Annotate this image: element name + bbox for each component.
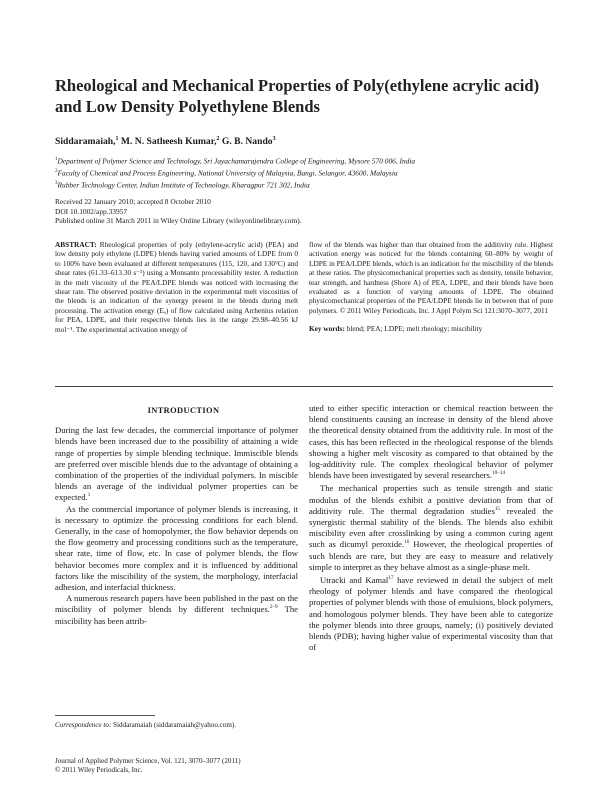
- abstract-label: ABSTRACT:: [55, 240, 97, 249]
- affiliation-mark: 3: [55, 180, 58, 186]
- correspondence-label: Correspondence to:: [55, 721, 112, 729]
- paragraph: [55, 593, 298, 627]
- paragraph: [309, 403, 553, 481]
- keywords: [309, 324, 553, 333]
- keywords-label: Key words:: [309, 324, 345, 334]
- citation: 2–9: [269, 604, 278, 611]
- paragraph-text: revealed the synergistic thermal stability of the blends. The blends also exhibit miscibility even after crosslinking by using a common curing agent such as dicumyl peroxide.: [309, 505, 553, 550]
- paragraph-text: However, the rheological properties of such blends are rare, but they are easy to measure and relatively simple to interpret as they behave almost as a single-phase melt.: [309, 539, 553, 572]
- affiliation: [55, 179, 565, 191]
- abstract-right-column: [309, 240, 553, 334]
- article-title: Rheological and Mechanical Properties of Poly(ethylene acrylic acid) and Low Density Polyethylene Blends: [55, 76, 540, 116]
- citation: 10–14: [492, 470, 505, 477]
- affiliation: [55, 167, 565, 179]
- published-date: Published online 31 March 2011 in Wiley Online Library (wileyonlinelibrary.com).: [55, 216, 302, 226]
- publication-dates: [55, 197, 555, 226]
- affiliation: [55, 155, 565, 167]
- paragraph-text: Utracki and Kamal: [320, 575, 389, 586]
- paragraph: [309, 483, 553, 573]
- doi: DOI 10.1002/app.33957: [55, 206, 128, 216]
- abstract-text: Rheological properties of poly (ethylene-acrylic acid) (PEA) and low density poly ethylene (LDPE) blends having varied amounts of LDPE from 0 to 100% have been evaluated at different temperatures (115, 120, and 130°C) and shear rates (61.33–613.30 s⁻¹) using a Monsanto processability tester. A reduction in the melt viscosity of the PEA/LDPE blends was noticed with increasing the shear rate. The observed positive deviation in the experimental melt viscosities of the blends is an indication of the synergy present in the blends during melt processing. The activation energy (Eₐ) of flow calculated using Arrhenius relation for PEA, LDPE, and their respective blends lies in the range 29.98–40.56 kJ mol⁻¹. The experimental activation energy of: [55, 240, 298, 334]
- body-right-column: [309, 403, 553, 653]
- author-name: G. B. Nando: [221, 136, 273, 148]
- section-heading: INTRODUCTION: [147, 406, 220, 415]
- affiliation-text: Faculty of Chemical and Process Engineering, National University of Malaysia, Bangi, Selangor, 43600, Malaysia: [57, 168, 398, 178]
- affiliation-text: Rubber Technology Center, Indian Institute of Technology, Kharagpur 721 302, India: [57, 180, 310, 190]
- paragraph-text: During the last few decades, the commercial importance of polymer blends have been increased due to the possibility of attaining a wide range of properties by simple blending technique. Immiscible blends are preferred over miscible blends due to the advantage of obtaining a combination of the properties of the individual polymers. In miscible blends an average of the individual polymer properties can be expected.: [55, 425, 298, 503]
- paragraph: [309, 575, 553, 653]
- body-left-column: [55, 405, 298, 627]
- paragraph: As the commercial importance of polymer blends is increasing, it is necessary to optimize the processing conditions for each blend. Generally, in the case of homopolymer, the flow behavior depends on the flow geometry and processing conditions such as the temperature, shear rate, time of flow, etc. In case of polymer blends, the flow behavior becomes more complex and it is influenced by additional factors like the miscibility of the system, the morphology, interfacial adhesion, and interfacial thickness.: [55, 503, 298, 593]
- author-name: M. N. Satheesh Kumar,: [120, 136, 217, 148]
- affiliation-list: [55, 155, 565, 191]
- author-name: Siddaramaiah,: [55, 136, 116, 148]
- author-affil-mark: 3: [272, 136, 276, 142]
- paragraph-text: have reviewed in detail the subject of melt rheology of polymer blends and have compared the rheological properties of polymer blends with those of emulsions, block polymers, and homologous polymer blends. They have been able to categorize the polymer blends into three groups, namely; (i) positively deviated blends (PDB); having higher value of experimental viscosity than that of: [309, 575, 553, 653]
- affiliation-text: Department of Polymer Science and Technology, Sri Jayachamarajendra College of Engineering, Mysore 570 006, India: [57, 156, 416, 166]
- citation: 17: [388, 575, 394, 582]
- abstract-text-continued: flow of the blends was higher than that obtained from the additivity rule. Highest activation energy was noticed for the blends containing 60–80% by weight of LDPE in PEA/LDPE blends, which is an indication for the miscibility of the blends at these ratios. The physicomechanical properties such as density, tensile behavior, tear strength, and hardness (Shore A) of PEA, LDPE, and their blends have been evaluated as a function of varying amounts of LDPE. The obtained physicomechanical properties of the PEA/LDPE blends lie in between that of pure polymers. © 2011 Wiley Periodicals, Inc. J Appl Polym Sci 121:3070–3077, 2011: [309, 240, 554, 315]
- journal-citation: [55, 757, 298, 775]
- paragraph: [55, 425, 298, 503]
- citation: 16: [404, 539, 410, 546]
- keywords-text: blend; PEA; LDPE; melt rheology; miscibility: [346, 324, 483, 334]
- copyright: © 2011 Wiley Periodicals, Inc.: [55, 766, 143, 775]
- author-list: [55, 136, 555, 147]
- footnote-divider: [55, 715, 155, 716]
- abstract-divider: [55, 386, 553, 387]
- journal-reference: Journal of Applied Polymer Science, Vol. 121, 3070–3077 (2011): [55, 757, 241, 765]
- correspondence-text: Siddaramaiah (siddaramaiah@yahoo.com).: [111, 721, 237, 729]
- correspondence-footnote: [55, 721, 298, 730]
- citation: 1: [87, 492, 91, 499]
- affiliation-mark: 2: [55, 168, 58, 174]
- citation: 15: [494, 505, 500, 512]
- author-affil-mark: 1: [115, 136, 119, 142]
- received-date: Received 22 January 2010; accepted 8 October 2010: [55, 197, 211, 206]
- paragraph-text: The mechanical properties such as tensile strength and static modulus of the blends exhibit a positive deviation from that of additivity rule. The thermal degradation studies: [309, 483, 553, 516]
- author-affil-mark: 2: [216, 136, 220, 142]
- affiliation-mark: 1: [55, 157, 58, 162]
- paragraph-text: uted to either specific interaction or chemical reaction between the blend constituents causing an increase in density of the blend above the theoretical density obtained from the additivity rule. In most of the cases, this has been reflected in the rheological response of the blends showing a higher melt viscosity as compared to that obtained by the log-additivity rule. The complex rheological behavior of polymer blends have been investigated by several researchers.: [309, 403, 553, 481]
- paragraph-text: A numerous research papers have been published in the past on the miscibility of polymer blends by different techniques.: [55, 593, 298, 615]
- paragraph-text: The miscibility has been attrib-: [55, 604, 299, 626]
- abstract-left-column: [55, 240, 298, 334]
